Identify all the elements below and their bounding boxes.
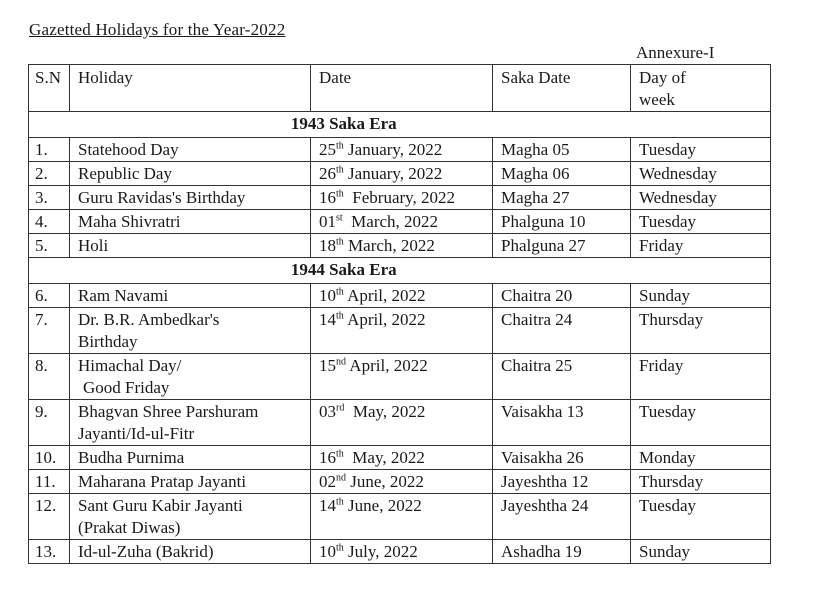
header-sn: S.N xyxy=(29,65,70,112)
table-row: 11. Maharana Pratap Jayanti 02nd June, 2022 Jayeshtha 12 Thursday xyxy=(29,470,771,494)
table-row-cut: 13. Id-ul-Zuha (Bakrid) 10th July, 2022 Ashadha 19 Sunday xyxy=(29,540,771,564)
era-row-1943 xyxy=(29,112,771,138)
table-row: 5. Holi 18th March, 2022 Phalguna 27 Friday xyxy=(29,234,771,258)
header-day-of-week: Day of week xyxy=(631,65,771,112)
table-row: 10. Budha Purnima 16th May, 2022 Vaisakha 26 Monday xyxy=(29,446,771,470)
holidays-table xyxy=(28,64,771,564)
header-holiday: Holiday xyxy=(70,65,311,112)
header-saka-date: Saka Date xyxy=(493,65,631,112)
era-label: 1943 Saka Era xyxy=(70,112,771,138)
table-row: 4. Maha Shivratri 01st March, 2022 Phalguna 10 Tuesday xyxy=(29,210,771,234)
header-date: Date xyxy=(311,65,493,112)
page-title: Gazetted Holidays for the Year-2022 xyxy=(29,20,286,39)
era-row-1944 xyxy=(29,258,771,284)
table-row: 1. Statehood Day 25th January, 2022 Magha 05 Tuesday xyxy=(29,138,771,162)
table-row: 7. Dr. B.R. Ambedkar's Birthday 14th April, 2022 Chaitra 24 Thursday xyxy=(29,308,771,354)
table-header xyxy=(29,65,771,112)
era-label: 1944 Saka Era xyxy=(70,258,771,284)
table-row: 2. Republic Day 26th January, 2022 Magha 06 Wednesday xyxy=(29,162,771,186)
annexure-label: Annexure-I xyxy=(636,43,715,62)
table-row: 12. Sant Guru Kabir Jayanti (Prakat Diwas) 14th June, 2022 Jayeshtha 24 Tuesday xyxy=(29,494,771,540)
table-row: 3. Guru Ravidas's Birthday 16th February, 2022 Magha 27 Wednesday xyxy=(29,186,771,210)
table-row: 9. Bhagvan Shree Parshuram Jayanti/Id-ul-Fitr 03rd May, 2022 Vaisakha 13 Tuesday xyxy=(29,400,771,446)
table-row: 8. Himachal Day/ Good Friday 15nd April, 2022 Chaitra 25 Friday xyxy=(29,354,771,400)
table-row: 6. Ram Navami 10th April, 2022 Chaitra 20 Sunday xyxy=(29,284,771,308)
